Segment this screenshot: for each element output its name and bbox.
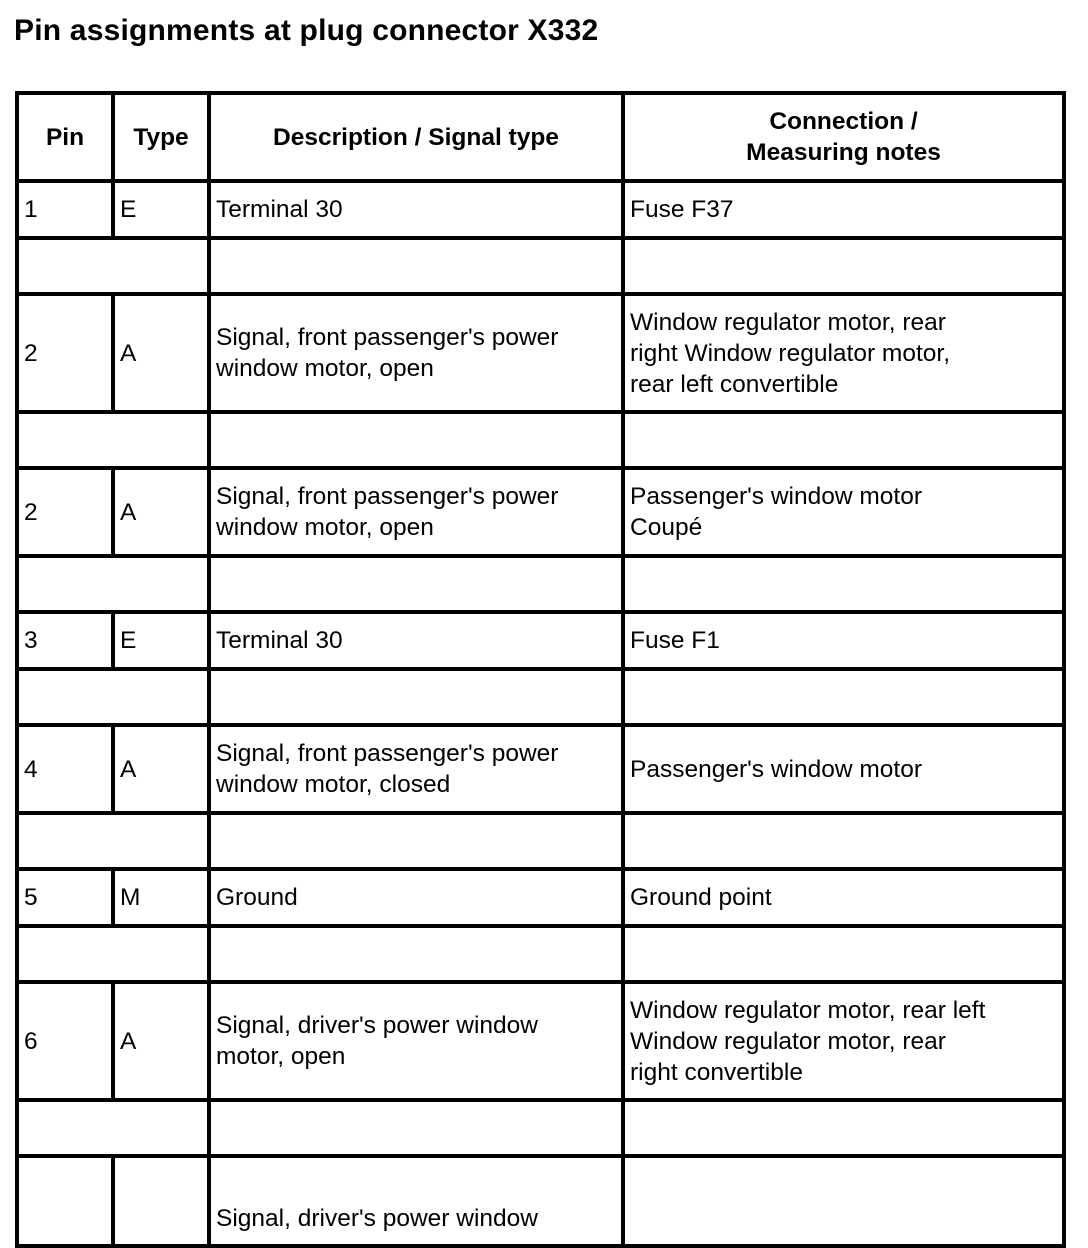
cell-pin: 1 — [17, 181, 113, 238]
cell-description — [209, 869, 623, 926]
cell-pin: 2 — [17, 468, 113, 556]
description-line: window motor, closed — [216, 771, 451, 798]
spacer-cell — [209, 926, 623, 982]
cell-connection — [623, 725, 1064, 813]
connection-line: Passenger's window motor — [630, 755, 923, 783]
connection-line: right Window regulator motor, — [630, 339, 950, 367]
spacer-cell — [17, 926, 209, 982]
cell-connection — [623, 468, 1064, 556]
spacer-cell — [623, 556, 1064, 612]
connection-line: Window regulator motor, rear left — [630, 996, 986, 1024]
cell-connection — [623, 869, 1064, 926]
table-row — [17, 294, 1064, 412]
description-line: Terminal 30 — [216, 196, 343, 223]
spacer-cell — [623, 813, 1064, 869]
connection-line: Coupé — [630, 514, 703, 541]
spacer-row — [17, 813, 1064, 869]
spacer-cell — [623, 238, 1064, 294]
spacer-cell — [17, 238, 209, 294]
spacer-cell — [17, 556, 209, 612]
spacer-cell — [209, 412, 623, 468]
header-connection-line1: Connection / — [769, 108, 918, 135]
cell-connection — [623, 294, 1064, 412]
spacer-cell — [17, 412, 209, 468]
spacer-cell — [209, 813, 623, 869]
spacer-row — [17, 926, 1064, 982]
description-line: Signal, front passenger's power — [216, 324, 559, 351]
connection-line: Fuse F1 — [630, 627, 720, 654]
cell-type: A — [113, 725, 209, 813]
cell-connection — [623, 181, 1064, 238]
cell-type: M — [113, 869, 209, 926]
description-line: Ground — [216, 884, 298, 911]
cell-pin: 3 — [17, 612, 113, 669]
cell-connection — [623, 982, 1064, 1100]
spacer-cell — [209, 1100, 623, 1156]
cell-description — [209, 1156, 623, 1246]
table-row — [17, 982, 1064, 1100]
cell-description — [209, 982, 623, 1100]
cell-description — [209, 294, 623, 412]
spacer-cell — [623, 926, 1064, 982]
connection-line: rear left convertible — [630, 370, 839, 398]
cell-pin: 2 — [17, 294, 113, 412]
spacer-cell — [17, 1100, 209, 1156]
spacer-cell — [209, 556, 623, 612]
cell-connection — [623, 1156, 1064, 1246]
header-type: Type — [113, 93, 209, 181]
description-line: Signal, driver's power window — [216, 1012, 538, 1039]
table-row — [17, 181, 1064, 238]
header-description: Description / Signal type — [209, 93, 623, 181]
cell-type: A — [113, 294, 209, 412]
spacer-cell — [17, 669, 209, 725]
description-line: Signal, front passenger's power — [216, 483, 559, 510]
table-row — [17, 869, 1064, 926]
spacer-cell — [623, 412, 1064, 468]
description-line: motor, open — [216, 1043, 346, 1070]
cell-type: E — [113, 181, 209, 238]
table-header-row — [17, 93, 1064, 181]
connection-line: right convertible — [630, 1058, 803, 1086]
spacer-cell — [623, 669, 1064, 725]
page-title: Pin assignments at plug connector X332 — [14, 14, 599, 47]
spacer-row — [17, 669, 1064, 725]
spacer-row — [17, 1100, 1064, 1156]
cell-type: A — [113, 468, 209, 556]
description-line: window motor, open — [216, 355, 434, 382]
table-row — [17, 725, 1064, 813]
connection-line: Passenger's window motor — [630, 483, 923, 510]
description-line: Signal, driver's power window — [216, 1205, 538, 1232]
header-pin: Pin — [17, 93, 113, 181]
cell-pin: 5 — [17, 869, 113, 926]
spacer-row — [17, 238, 1064, 294]
cell-type — [113, 1156, 209, 1246]
connection-line: Window regulator motor, rear — [630, 1027, 946, 1055]
description-line: Signal, front passenger's power — [216, 740, 559, 767]
cell-pin — [17, 1156, 113, 1246]
cell-description — [209, 612, 623, 669]
spacer-row — [17, 556, 1064, 612]
description-line: Terminal 30 — [216, 627, 343, 654]
spacer-cell — [209, 669, 623, 725]
table-row — [17, 1156, 1064, 1246]
cell-pin: 6 — [17, 982, 113, 1100]
spacer-cell — [209, 238, 623, 294]
cell-type: E — [113, 612, 209, 669]
spacer-cell — [623, 1100, 1064, 1156]
spacer-row — [17, 412, 1064, 468]
cell-description — [209, 725, 623, 813]
header-connection-line2: Measuring notes — [746, 139, 941, 166]
pin-assignment-table — [15, 91, 1066, 1248]
table-row — [17, 468, 1064, 556]
spacer-cell — [17, 813, 209, 869]
connection-line: Fuse F37 — [630, 196, 734, 223]
cell-description — [209, 468, 623, 556]
header-connection — [623, 93, 1064, 181]
cell-connection — [623, 612, 1064, 669]
cell-type: A — [113, 982, 209, 1100]
cell-pin: 4 — [17, 725, 113, 813]
cell-description — [209, 181, 623, 238]
description-line: window motor, open — [216, 514, 434, 541]
connection-line: Window regulator motor, rear — [630, 308, 946, 336]
table-row — [17, 612, 1064, 669]
connection-line: Ground point — [630, 884, 772, 911]
